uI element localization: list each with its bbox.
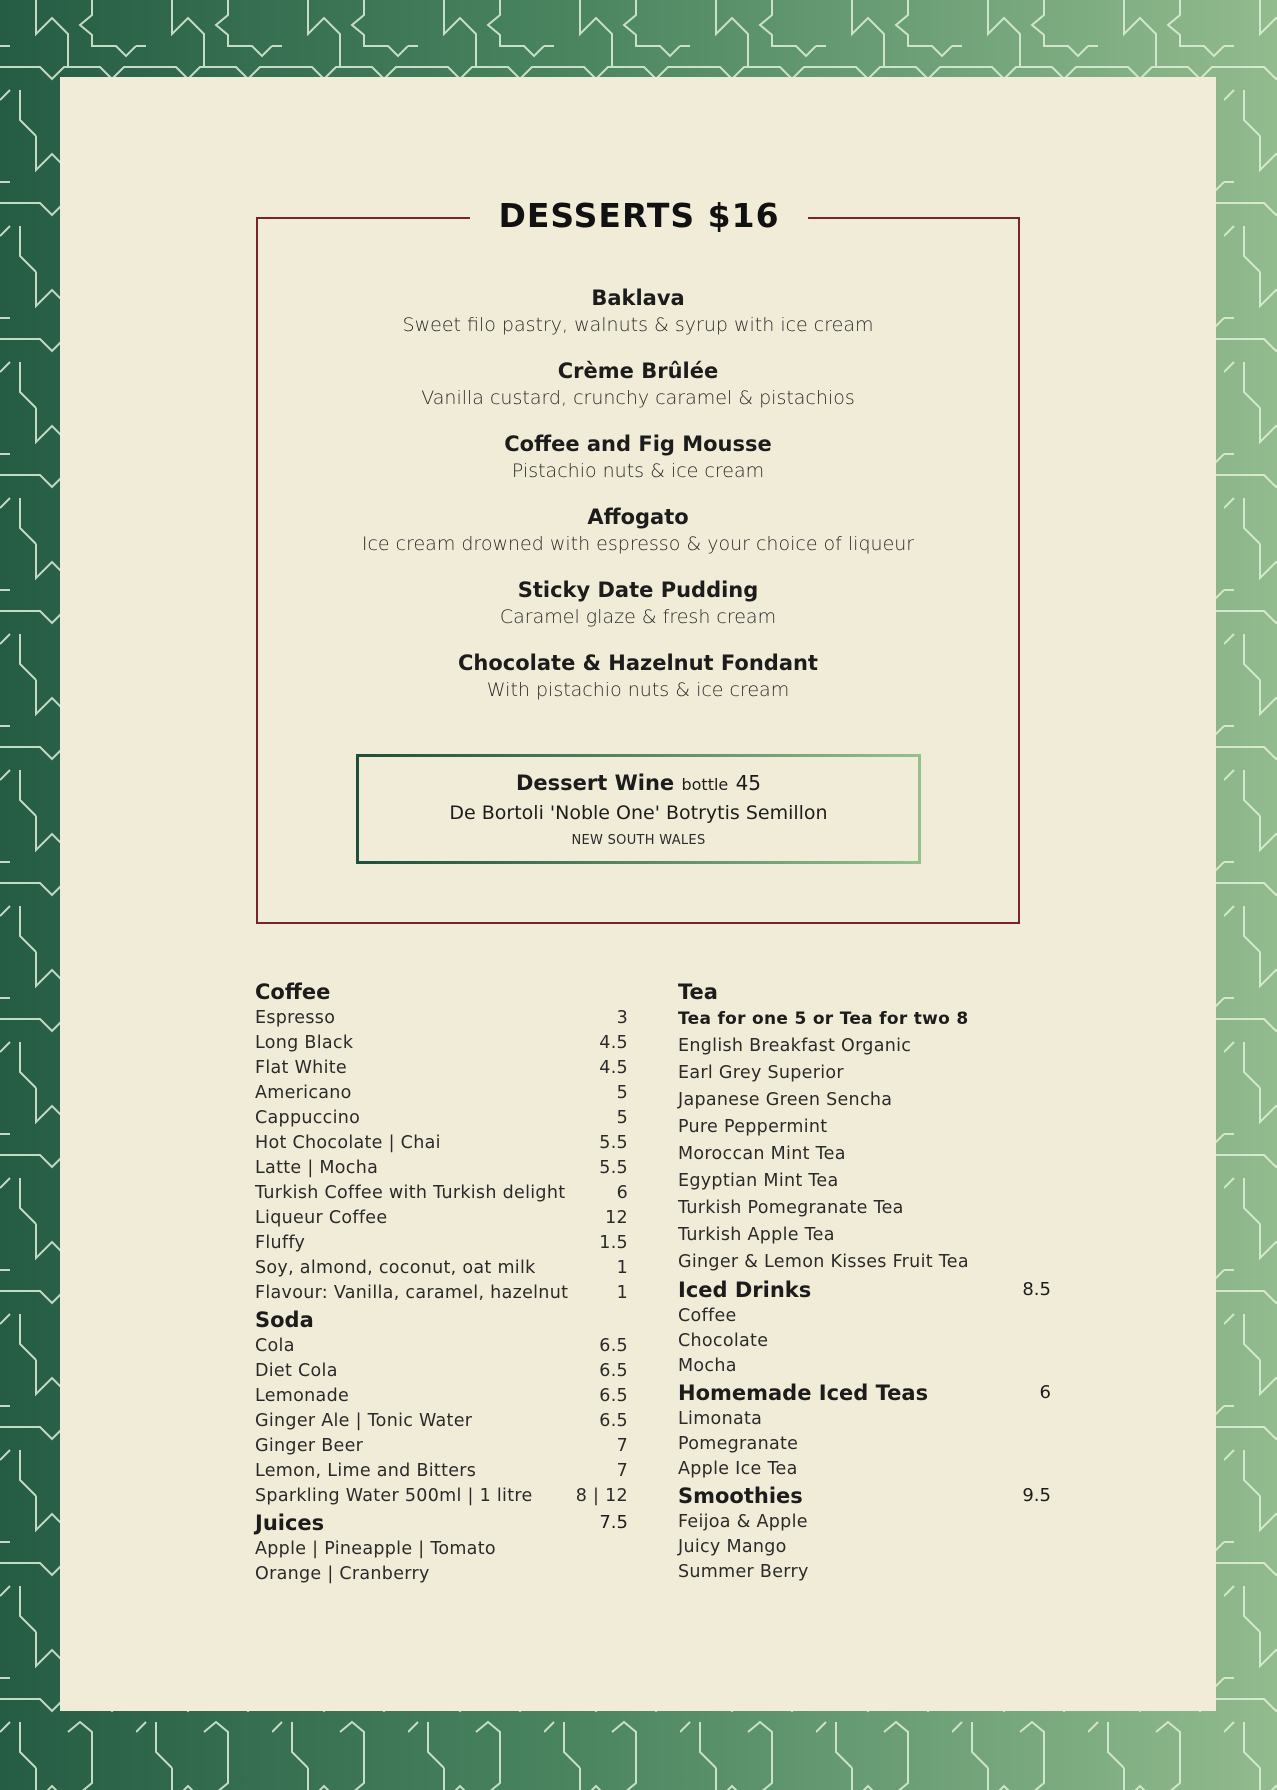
menu-row xyxy=(678,1195,1051,1222)
section-title: Coffee xyxy=(255,980,331,1004)
item-name: Ginger & Lemon Kisses Fruit Tea xyxy=(678,1252,969,1272)
dessert-name: Sticky Date Pudding xyxy=(517,578,759,602)
menu-row xyxy=(678,1249,1051,1276)
item-name: Ginger Ale | Tonic Water xyxy=(255,1411,473,1431)
section-price: 7.5 xyxy=(599,1512,628,1533)
item-price: 4.5 xyxy=(599,1033,628,1053)
menu-section xyxy=(255,978,628,1306)
item-name: Sparkling Water 500ml | 1 litre xyxy=(255,1486,533,1506)
section-heading xyxy=(255,978,628,1006)
item-name: Summer Berry xyxy=(678,1562,809,1582)
dessert-item xyxy=(256,358,1020,412)
section-title: Juices xyxy=(255,1511,325,1535)
item-name: Espresso xyxy=(255,1008,336,1028)
menu-row xyxy=(255,1459,628,1484)
section-heading xyxy=(678,1276,1051,1304)
menu-row xyxy=(678,1510,1051,1535)
item-name: Long Black xyxy=(255,1033,354,1053)
item-name: Hot Chocolate | Chai xyxy=(255,1133,441,1153)
menu-row xyxy=(255,1131,628,1156)
item-name: Flat White xyxy=(255,1058,347,1078)
dessert-item xyxy=(256,504,1020,558)
item-name: Turkish Apple Tea xyxy=(678,1225,835,1245)
menu-row xyxy=(678,1060,1051,1087)
section-price: 6 xyxy=(1039,1382,1051,1403)
menu-row xyxy=(255,1537,628,1562)
item-name: Apple Ice Tea xyxy=(678,1459,798,1479)
menu-row xyxy=(255,1256,628,1281)
wine-title: Dessert Wine xyxy=(515,771,675,795)
item-name: Japanese Green Sencha xyxy=(678,1090,893,1110)
menu-section xyxy=(678,1379,1051,1482)
menu-row xyxy=(678,1304,1051,1329)
item-price: 12 xyxy=(605,1208,628,1228)
item-name: Coffee xyxy=(678,1306,737,1326)
menu-row xyxy=(678,1087,1051,1114)
menu-section xyxy=(255,1509,628,1587)
item-name: Cola xyxy=(255,1336,295,1356)
section-title: Iced Drinks xyxy=(678,1278,812,1302)
menu-section xyxy=(678,1276,1051,1379)
menu-row xyxy=(255,1156,628,1181)
item-name: Orange | Cranberry xyxy=(255,1564,430,1584)
wine-price: 45 xyxy=(735,771,762,795)
item-name: Diet Cola xyxy=(255,1361,338,1381)
right-drinks-column xyxy=(678,978,1051,1585)
desserts-title: DESSERTS $16 xyxy=(470,196,808,235)
dessert-name: Baklava xyxy=(591,286,685,310)
item-name: Pure Peppermint xyxy=(678,1117,828,1137)
menu-row xyxy=(678,1432,1051,1457)
item-name: Ginger Beer xyxy=(255,1436,364,1456)
item-name: English Breakfast Organic xyxy=(678,1036,912,1056)
menu-row xyxy=(255,1384,628,1409)
dessert-description: Ice cream drowned with espresso & your choice of liqueur xyxy=(361,533,915,555)
item-price: 6.5 xyxy=(599,1411,628,1431)
wine-region: NEW SOUTH WALES xyxy=(571,833,706,848)
menu-row xyxy=(678,1407,1051,1432)
item-name: Liqueur Coffee xyxy=(255,1208,388,1228)
menu-row xyxy=(255,1359,628,1384)
wine-title-line xyxy=(359,769,918,799)
item-name: Chocolate xyxy=(678,1331,769,1351)
item-name: Soy, almond, coconut, oat milk xyxy=(255,1258,536,1278)
item-name: Turkish Pomegranate Tea xyxy=(678,1198,904,1218)
menu-row xyxy=(255,1056,628,1081)
item-name: Apple | Pineapple | Tomato xyxy=(255,1539,496,1559)
item-name: Moroccan Mint Tea xyxy=(678,1144,846,1164)
dessert-item xyxy=(256,285,1020,339)
section-heading xyxy=(678,1379,1051,1407)
item-price: 6.5 xyxy=(599,1361,628,1381)
dessert-item xyxy=(256,577,1020,631)
menu-row xyxy=(255,1206,628,1231)
section-title: Smoothies xyxy=(678,1484,803,1508)
dessert-description: Sweet filo pastry, walnuts & syrup with ice cream xyxy=(402,314,874,336)
dessert-description: With pistachio nuts & ice cream xyxy=(486,679,790,701)
item-name: Cappuccino xyxy=(255,1108,361,1128)
dessert-name: Affogato xyxy=(587,505,689,529)
menu-row xyxy=(255,1081,628,1106)
item-name: Egyptian Mint Tea xyxy=(678,1171,839,1191)
item-price: 3 xyxy=(616,1008,628,1028)
menu-row xyxy=(678,1354,1051,1379)
item-price: 5 xyxy=(616,1083,628,1103)
dessert-description: Pistachio nuts & ice cream xyxy=(511,460,765,482)
dessert-description: Caramel glaze & fresh cream xyxy=(499,606,777,628)
section-title: Homemade Iced Teas xyxy=(678,1381,929,1405)
section-heading xyxy=(255,1306,628,1334)
item-name: Mocha xyxy=(678,1356,737,1376)
item-price: 7 xyxy=(616,1436,628,1456)
section-heading xyxy=(678,1482,1051,1510)
menu-row xyxy=(678,1168,1051,1195)
item-name: Flavour: Vanilla, caramel, hazelnut xyxy=(255,1283,569,1303)
section-heading xyxy=(678,978,1051,1006)
left-drinks-column xyxy=(255,978,628,1587)
item-price: 1 xyxy=(616,1283,628,1303)
wine-name: De Bortoli 'Noble One' Botrytis Semillon xyxy=(449,802,828,824)
menu-row xyxy=(255,1231,628,1256)
section-title: Tea xyxy=(678,980,718,1004)
item-price: 4.5 xyxy=(599,1058,628,1078)
item-price: 7 xyxy=(616,1461,628,1481)
dessert-description: Vanilla custard, crunchy caramel & pistachios xyxy=(421,387,855,409)
dessert-item xyxy=(256,431,1020,485)
menu-row xyxy=(678,1457,1051,1482)
item-price: 8 | 12 xyxy=(575,1486,628,1506)
item-price: 1 xyxy=(616,1258,628,1278)
menu-row xyxy=(678,1535,1051,1560)
dessert-name: Coffee and Fig Mousse xyxy=(504,432,772,456)
menu-row xyxy=(255,1409,628,1434)
dessert-name: Chocolate & Hazelnut Fondant xyxy=(458,651,818,675)
dessert-name: Crème Brûlée xyxy=(557,359,719,383)
menu-section xyxy=(678,1482,1051,1585)
section-title: Soda xyxy=(255,1308,314,1332)
menu-row xyxy=(255,1281,628,1306)
item-name: Lemon, Lime and Bitters xyxy=(255,1461,477,1481)
item-price: 6 xyxy=(616,1183,628,1203)
menu-section xyxy=(255,1306,628,1509)
menu-row xyxy=(678,1114,1051,1141)
menu-row xyxy=(678,1222,1051,1249)
item-price: 6.5 xyxy=(599,1336,628,1356)
dessert-wine-box xyxy=(356,754,921,864)
item-price: 1.5 xyxy=(599,1233,628,1253)
item-name: Earl Grey Superior xyxy=(678,1063,844,1083)
menu-row xyxy=(678,1560,1051,1585)
item-name: Turkish Coffee with Turkish delight xyxy=(255,1183,566,1203)
item-name: Americano xyxy=(255,1083,352,1103)
menu-row xyxy=(678,1141,1051,1168)
menu-section xyxy=(678,978,1051,1276)
item-price: 5.5 xyxy=(599,1133,628,1153)
menu-row xyxy=(678,1329,1051,1354)
menu-row xyxy=(678,1033,1051,1060)
menu-row xyxy=(255,1181,628,1206)
menu-row xyxy=(255,1484,628,1509)
menu-row xyxy=(255,1006,628,1031)
item-name: Fluffy xyxy=(255,1233,306,1253)
menu-row xyxy=(255,1334,628,1359)
section-heading xyxy=(255,1509,628,1537)
item-price: 6.5 xyxy=(599,1386,628,1406)
item-name: Lemonade xyxy=(255,1386,350,1406)
menu-row xyxy=(255,1031,628,1056)
item-name: Limonata xyxy=(678,1409,763,1429)
item-price: 5 xyxy=(616,1108,628,1128)
item-name: Latte | Mocha xyxy=(255,1158,379,1178)
item-name: Pomegranate xyxy=(678,1434,799,1454)
item-name: Feijoa & Apple xyxy=(678,1512,808,1532)
item-name: Juicy Mango xyxy=(678,1537,787,1557)
dessert-item xyxy=(256,650,1020,704)
item-price: 5.5 xyxy=(599,1158,628,1178)
menu-row xyxy=(255,1562,628,1587)
menu-row xyxy=(255,1434,628,1459)
section-subheading xyxy=(678,1006,1051,1033)
section-price: 8.5 xyxy=(1022,1279,1051,1300)
subheading-text: Tea for one 5 or Tea for two 8 xyxy=(678,1009,969,1029)
section-price: 9.5 xyxy=(1022,1485,1051,1506)
menu-row xyxy=(255,1106,628,1131)
wine-unit: bottle xyxy=(681,775,729,794)
